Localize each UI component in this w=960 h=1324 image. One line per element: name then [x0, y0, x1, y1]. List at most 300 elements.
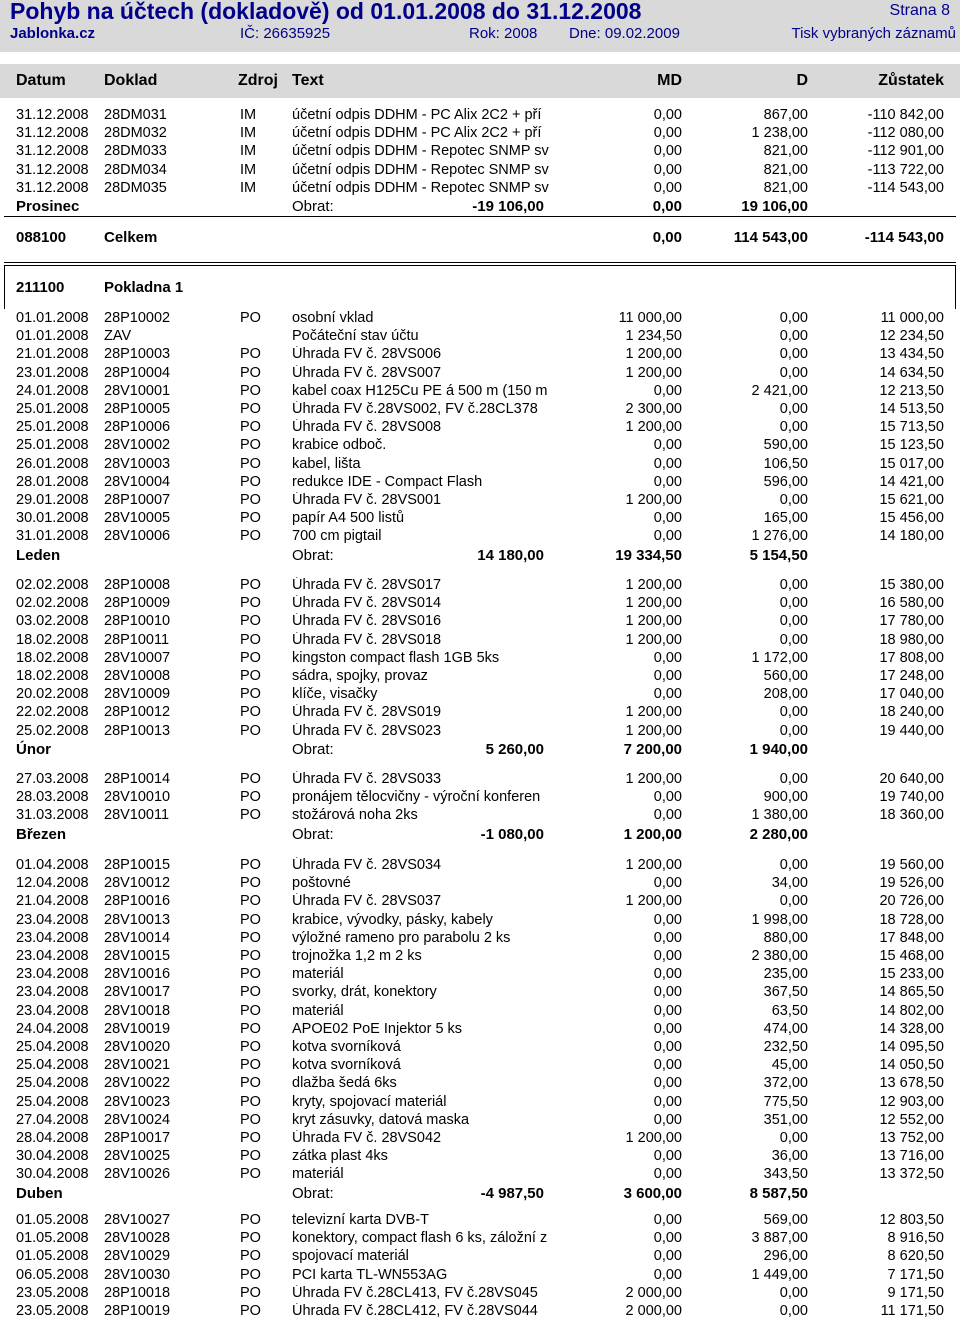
cell-doc: 28V10005 [104, 510, 171, 527]
cell-text: 700 cm pigtail [292, 528, 382, 545]
cell-balance: 19 560,00 [879, 857, 944, 873]
cell-md: 0,00 [653, 984, 682, 1001]
cell-balance: 14 050,50 [879, 1057, 944, 1074]
cell-source: PO [240, 875, 261, 892]
cell-doc: 28P10004 [104, 364, 171, 381]
cell-balance: 15 123,50 [879, 437, 944, 454]
cell-md: 0,00 [653, 179, 682, 196]
cell-d: 900,00 [763, 789, 808, 806]
cell-text: Úhrada FV č. 28VS037 [292, 893, 442, 910]
cell-date: 01.05.2008 [16, 1248, 89, 1265]
cell-d: 235,00 [763, 966, 808, 983]
table-row [0, 328, 960, 346]
cell-source: PO [240, 789, 261, 806]
cell-date: 23.04.2008 [16, 1002, 89, 1019]
table-row [0, 613, 960, 631]
cell-date: 23.04.2008 [16, 966, 89, 983]
print-date: Dne: 09.02.2009 [569, 25, 680, 42]
cell-balance: 8 916,50 [887, 1230, 944, 1247]
cell-balance: 19 526,00 [879, 875, 944, 892]
cell-text: APOE02 PoE Injektor 5 ks [292, 1020, 463, 1037]
cell-text: konektory, compact flash 6 ks, záložní z [292, 1230, 548, 1247]
table-row [0, 650, 960, 668]
cell-d: 0,00 [779, 577, 808, 593]
cell-d: 0,00 [779, 722, 808, 739]
col-md: MD [657, 72, 682, 89]
cell-source: PO [240, 686, 261, 703]
cell-date: 30.04.2008 [16, 1148, 89, 1165]
cell-doc: 28P10003 [104, 346, 171, 363]
cell-date: 31.12.2008 [16, 125, 89, 142]
cell-text: sádra, spojky, provaz [292, 668, 428, 684]
summary-d: 5 154,50 [749, 546, 808, 564]
cell-doc: 28P10009 [104, 595, 171, 612]
cell-source: PO [240, 966, 261, 983]
cell-text: materiál [292, 966, 344, 983]
cell-text: pronájem tělocvičny - výroční konferen [292, 789, 541, 806]
cell-source: PO [240, 911, 261, 928]
month-summary-row [0, 741, 960, 759]
cell-balance: 13 434,50 [879, 346, 944, 363]
cell-d: 1 238,00 [751, 125, 808, 142]
cell-source: PO [240, 310, 261, 326]
cell-doc: 28V10009 [104, 686, 171, 703]
cell-doc: 28P10019 [104, 1303, 171, 1319]
cell-doc: 28V10014 [104, 929, 171, 946]
cell-date: 25.04.2008 [16, 1039, 89, 1055]
cell-date: 24.04.2008 [16, 1020, 89, 1037]
cell-source: PO [240, 1057, 261, 1074]
cell-text: kryt zásuvky, datová maska [292, 1111, 470, 1128]
cell-text: výložné rameno pro parabolu 2 ks [292, 929, 511, 946]
cell-text: kabel, lišta [292, 455, 361, 472]
cell-date: 27.03.2008 [16, 771, 89, 787]
cell-text: Úhrada FV č. 28VS018 [292, 631, 442, 648]
cell-doc: 28P10016 [104, 893, 171, 910]
cell-d: 351,00 [763, 1111, 808, 1128]
cell-balance: 17 780,00 [879, 613, 944, 630]
cell-date: 31.03.2008 [16, 807, 89, 824]
cell-md: 0,00 [653, 1266, 682, 1283]
table-row [0, 125, 960, 143]
cell-balance: 13 752,00 [879, 1130, 944, 1146]
table-row [0, 1285, 960, 1303]
summary-label: Obrat: [292, 546, 334, 564]
cell-doc: 28V10010 [104, 789, 171, 806]
cell-d: 1 172,00 [751, 649, 808, 666]
divider [4, 262, 956, 263]
cell-md: 0,00 [653, 1230, 682, 1247]
cell-text: účetní odpis DDHM - PC Alix 2C2 + pří [292, 125, 542, 142]
print-mode: Tisk vybraných záznamů [791, 25, 956, 42]
cell-source: PO [240, 419, 261, 436]
cell-md: 0,00 [653, 1057, 682, 1074]
table-row [0, 474, 960, 492]
cell-date: 18.02.2008 [16, 668, 89, 684]
cell-balance: 14 180,00 [879, 528, 944, 545]
account-header-row [0, 279, 960, 297]
table-row [0, 1094, 960, 1112]
cell-d: 821,00 [763, 161, 808, 178]
cell-d: 232,50 [763, 1039, 808, 1055]
cell-md: 0,00 [653, 382, 682, 399]
cell-source: PO [240, 1039, 261, 1055]
report-year: Rok: 2008 [469, 25, 538, 42]
cell-d: 0,00 [779, 893, 808, 910]
cell-d: 0,00 [779, 704, 808, 721]
cell-date: 01.05.2008 [16, 1212, 89, 1228]
cell-d: 2 380,00 [751, 948, 808, 964]
summary-month: Březen [16, 825, 67, 843]
table-row [0, 930, 960, 948]
cell-doc: 28V10019 [104, 1020, 171, 1037]
table-row [0, 704, 960, 722]
cell-d: 0,00 [779, 346, 808, 363]
table-row [0, 912, 960, 930]
cell-md: 0,00 [653, 875, 682, 892]
cell-date: 23.05.2008 [16, 1303, 89, 1319]
table-row [0, 107, 960, 125]
table-row [0, 365, 960, 383]
cell-doc: 28V10012 [104, 875, 171, 892]
cell-doc: ZAV [104, 328, 132, 345]
cell-date: 21.04.2008 [16, 893, 89, 910]
cell-doc: 28V10013 [104, 911, 171, 928]
cell-d: 208,00 [763, 686, 808, 703]
cell-md: 11 000,00 [618, 310, 682, 326]
cell-doc: 28DM031 [104, 107, 167, 123]
cell-text: kabel coax H125Cu PE á 500 m (150 m [292, 382, 548, 399]
cell-md: 1 234,50 [625, 328, 682, 345]
table-row [0, 1057, 960, 1075]
table-row [0, 723, 960, 741]
total-account: 088100 [16, 229, 67, 246]
cell-md: 0,00 [653, 1111, 682, 1128]
cell-source: PO [240, 528, 261, 545]
cell-date: 01.04.2008 [16, 857, 89, 873]
summary-md: 3 600,00 [623, 1184, 682, 1202]
cell-date: 23.04.2008 [16, 911, 89, 928]
report-header [0, 0, 960, 52]
cell-text: Úhrada FV č.28CL412, FV č.28VS044 [292, 1303, 538, 1319]
summary-d: 1 940,00 [749, 740, 808, 758]
cell-md: 0,00 [653, 649, 682, 666]
account-number: 211100 [16, 279, 65, 296]
cell-md: 0,00 [653, 966, 682, 983]
cell-source: PO [240, 857, 261, 873]
cell-date: 01.01.2008 [16, 310, 89, 326]
cell-balance: 15 233,00 [879, 966, 944, 983]
cell-text: Úhrada FV č.28CL413, FV č.28VS045 [292, 1284, 538, 1301]
cell-md: 0,00 [653, 510, 682, 527]
total-d: 114 543,00 [733, 229, 808, 246]
cell-date: 30.04.2008 [16, 1166, 89, 1183]
cell-doc: 28V10025 [104, 1148, 171, 1165]
cell-source: PO [240, 613, 261, 630]
cell-md: 0,00 [653, 125, 682, 142]
cell-d: 343,50 [763, 1166, 808, 1183]
cell-doc: 28P10010 [104, 613, 171, 630]
cell-text: papír A4 500 listů [292, 510, 405, 527]
summary-turnover: -1 080,00 [480, 825, 544, 843]
cell-md: 0,00 [653, 473, 682, 490]
cell-date: 30.01.2008 [16, 510, 89, 527]
summary-label: Obrat: [292, 825, 334, 843]
cell-text: Úhrada FV č. 28VS008 [292, 419, 442, 436]
cell-doc: 28V10021 [104, 1057, 171, 1074]
cell-text: svorky, drát, konektory [292, 984, 437, 1001]
cell-balance: 14 095,50 [879, 1039, 944, 1055]
cell-text: Úhrada FV č. 28VS016 [292, 613, 442, 630]
cell-balance: 17 808,00 [879, 649, 944, 666]
cell-balance: -112 901,00 [867, 143, 944, 160]
table-row [0, 948, 960, 966]
cell-doc: 28V10027 [104, 1212, 171, 1228]
cell-md: 1 200,00 [625, 631, 682, 648]
cell-md: 0,00 [653, 1148, 682, 1165]
cell-doc: 28V10008 [104, 668, 171, 684]
table-row [0, 966, 960, 984]
cell-date: 18.02.2008 [16, 649, 89, 666]
cell-md: 1 200,00 [625, 1130, 682, 1146]
cell-d: 596,00 [763, 473, 808, 490]
summary-turnover: 5 260,00 [485, 740, 544, 758]
cell-date: 25.04.2008 [16, 1057, 89, 1074]
cell-date: 21.01.2008 [16, 346, 89, 363]
cell-doc: 28P10011 [104, 631, 170, 648]
cell-d: 0,00 [779, 401, 808, 417]
table-row [0, 984, 960, 1002]
cell-balance: 19 740,00 [879, 789, 944, 806]
cell-balance: 16 580,00 [879, 595, 944, 612]
table-row [0, 1230, 960, 1248]
table-row [0, 510, 960, 528]
cell-text: účetní odpis DDHM - Repotec SNMP sv [292, 179, 549, 196]
cell-balance: 14 865,50 [879, 984, 944, 1001]
cell-text: kotva svorníková [292, 1039, 401, 1055]
summary-turnover: -4 987,50 [480, 1184, 544, 1202]
cell-d: 1 998,00 [751, 911, 808, 928]
cell-d: 34,00 [771, 875, 808, 892]
cell-d: 821,00 [763, 143, 808, 160]
table-row [0, 1212, 960, 1230]
table-row [0, 807, 960, 825]
cell-text: Úhrada FV č. 28VS019 [292, 704, 442, 721]
cell-date: 25.01.2008 [16, 419, 89, 436]
summary-month: Prosinec [16, 198, 80, 215]
cell-d: 1 449,00 [751, 1266, 808, 1283]
cell-d: 775,50 [763, 1093, 808, 1110]
cell-md: 1 200,00 [625, 364, 682, 381]
cell-doc: 28P10014 [104, 771, 171, 787]
table-row [0, 419, 960, 437]
cell-balance: 14 328,00 [879, 1020, 944, 1037]
col-text: Text [292, 72, 324, 89]
cell-source: PO [240, 346, 261, 363]
cell-md: 0,00 [653, 1166, 682, 1183]
divider [4, 216, 956, 217]
cell-text: poštovné [292, 875, 351, 892]
cell-source: IM [240, 125, 257, 142]
report-title: Pohyb na účtech (dokladově) od 01.01.2008 do 31.12.2008 [10, 0, 642, 24]
account-total-row [0, 229, 960, 247]
cell-doc: 28P10012 [104, 704, 171, 721]
cell-source: IM [240, 107, 257, 123]
table-row [0, 1267, 960, 1285]
cell-text: kingston compact flash 1GB 5ks [292, 649, 500, 666]
summary-md: 19 334,50 [615, 546, 682, 564]
company-ico: IČ: 26635925 [240, 25, 331, 42]
cell-d: 36,00 [771, 1148, 808, 1165]
cell-source: PO [240, 984, 261, 1001]
total-md: 0,00 [652, 229, 682, 246]
cell-source: PO [240, 771, 261, 787]
cell-source: PO [240, 1093, 261, 1110]
table-row [0, 1130, 960, 1148]
cell-md: 1 200,00 [625, 419, 682, 436]
cell-text: dlažba šedá 6ks [292, 1075, 397, 1092]
cell-balance: 15 621,00 [879, 492, 944, 508]
cell-md: 0,00 [653, 1039, 682, 1055]
cell-date: 25.01.2008 [16, 437, 89, 454]
cell-doc: 28V10023 [104, 1093, 171, 1110]
cell-doc: 28DM035 [104, 179, 167, 196]
cell-source: PO [240, 1130, 261, 1146]
cell-balance: 12 803,50 [879, 1212, 944, 1228]
cell-doc: 28V10016 [104, 966, 171, 983]
cell-md: 0,00 [653, 437, 682, 454]
cell-balance: 15 468,00 [879, 948, 944, 964]
cell-d: 0,00 [779, 1130, 808, 1146]
table-row [0, 346, 960, 364]
cell-source: PO [240, 1303, 261, 1319]
cell-text: Úhrada FV č. 28VS042 [292, 1130, 442, 1146]
cell-balance: 20 726,00 [879, 893, 944, 910]
table-row [0, 1003, 960, 1021]
cell-md: 0,00 [653, 929, 682, 946]
summary-md: 0,00 [652, 198, 682, 215]
cell-balance: 18 240,00 [879, 704, 944, 721]
table-row [0, 1166, 960, 1184]
cell-source: PO [240, 1266, 261, 1283]
summary-turnover: -19 106,00 [472, 198, 544, 215]
cell-d: 1 276,00 [751, 528, 808, 545]
table-row [0, 632, 960, 650]
cell-d: 0,00 [779, 771, 808, 787]
cell-balance: 15 713,50 [879, 419, 944, 436]
table-row [0, 1021, 960, 1039]
cell-doc: 28P10013 [104, 722, 171, 739]
cell-text: Úhrada FV č.28VS002, FV č.28CL378 [292, 401, 538, 417]
cell-text: televizní karta DVB-T [292, 1212, 429, 1228]
cell-d: 0,00 [779, 328, 808, 345]
cell-balance: 8 620,50 [887, 1248, 944, 1265]
cell-text: materiál [292, 1002, 344, 1019]
cell-date: 23.04.2008 [16, 984, 89, 1001]
table-row [0, 789, 960, 807]
cell-d: 45,00 [771, 1057, 808, 1074]
cell-balance: 17 848,00 [879, 929, 944, 946]
month-summary-row [0, 1185, 960, 1203]
summary-label: Obrat: [292, 1184, 334, 1202]
cell-balance: -114 543,00 [867, 179, 944, 196]
cell-doc: 28DM033 [104, 143, 167, 160]
cell-source: PO [240, 364, 261, 381]
cell-balance: 18 980,00 [879, 631, 944, 648]
cell-doc: 28P10006 [104, 419, 171, 436]
cell-d: 3 887,00 [751, 1230, 808, 1247]
cell-md: 2 300,00 [625, 401, 682, 417]
cell-doc: 28V10002 [104, 437, 171, 454]
cell-text: Úhrada FV č. 28VS033 [292, 771, 442, 787]
table-row [0, 492, 960, 510]
cell-source: PO [240, 668, 261, 684]
summary-d: 19 106,00 [741, 198, 808, 215]
cell-md: 1 200,00 [625, 704, 682, 721]
cell-d: 0,00 [779, 613, 808, 630]
cell-source: PO [240, 704, 261, 721]
company-name: Jablonka.cz [10, 25, 96, 42]
cell-source: PO [240, 1111, 261, 1128]
cell-date: 02.02.2008 [16, 577, 89, 593]
cell-date: 23.04.2008 [16, 929, 89, 946]
table-row [0, 893, 960, 911]
cell-date: 23.01.2008 [16, 364, 89, 381]
cell-md: 0,00 [653, 911, 682, 928]
cell-source: PO [240, 1166, 261, 1183]
cell-doc: 28V10011 [104, 807, 170, 824]
cell-doc: 28V10029 [104, 1248, 171, 1265]
cell-doc: 28V10022 [104, 1075, 171, 1092]
table-row [0, 1248, 960, 1266]
cell-doc: 28DM034 [104, 161, 167, 178]
table-row [0, 1112, 960, 1130]
cell-doc: 28V10017 [104, 984, 171, 1001]
cell-balance: -113 722,00 [867, 161, 944, 178]
cell-balance: 15 456,00 [879, 510, 944, 527]
cell-date: 01.01.2008 [16, 328, 89, 345]
cell-date: 02.02.2008 [16, 595, 89, 612]
cell-md: 1 200,00 [625, 893, 682, 910]
cell-d: 821,00 [763, 179, 808, 196]
cell-d: 0,00 [779, 631, 808, 648]
cell-md: 1 200,00 [625, 577, 682, 593]
cell-date: 28.04.2008 [16, 1130, 89, 1146]
table-row [0, 875, 960, 893]
month-summary-row [0, 198, 960, 216]
summary-md: 1 200,00 [623, 825, 682, 843]
cell-text: krabice, vývodky, pásky, kabely [292, 911, 493, 928]
cell-text: Úhrada FV č. 28VS006 [292, 346, 442, 363]
cell-d: 63,50 [771, 1002, 808, 1019]
cell-d: 1 380,00 [751, 807, 808, 824]
cell-d: 0,00 [779, 419, 808, 436]
cell-date: 26.01.2008 [16, 455, 89, 472]
summary-md: 7 200,00 [623, 740, 682, 758]
table-row [0, 143, 960, 161]
cell-date: 20.02.2008 [16, 686, 89, 703]
summary-label: Obrat: [292, 198, 334, 215]
cell-source: PO [240, 382, 261, 399]
cell-text: Úhrada FV č. 28VS034 [292, 857, 442, 873]
table-row [0, 771, 960, 789]
table-row [0, 528, 960, 546]
cell-md: 0,00 [653, 807, 682, 824]
cell-doc: 28V10004 [104, 473, 171, 490]
cell-date: 25.04.2008 [16, 1093, 89, 1110]
cell-md: 0,00 [653, 1212, 682, 1228]
cell-md: 0,00 [653, 143, 682, 160]
